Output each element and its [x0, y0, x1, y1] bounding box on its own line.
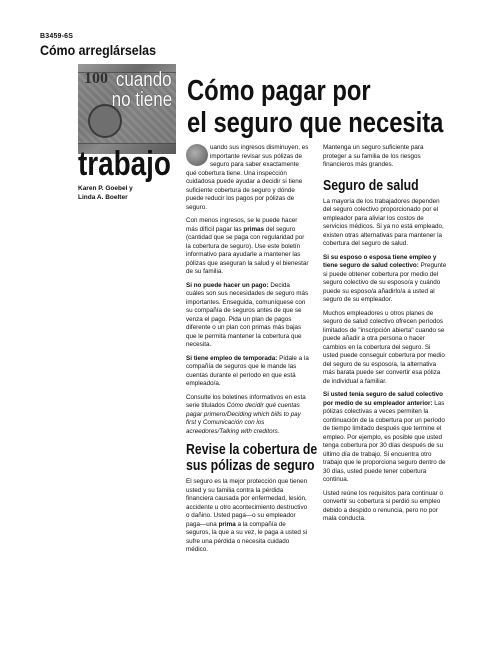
open-enrollment-paragraph: Muchos empleadores u otros planes de seguro de salud colectivo ofrecen períodos limitados de "inscripción abierta" cuando se puede añadir a otra persona o hacer cambios en la cobertura del seguro. Si usted puede conseguir cobertura por medio del seguro de su esposo/a, la alternativa más barata puede ser convertir esa póliza de individual a familiar. — [323, 309, 445, 385]
text-column-2 — [323, 144, 447, 529]
photo-overlay-line-1: cuando — [116, 69, 172, 91]
text-column-1 — [186, 144, 318, 560]
author-line-1: Karen P. Goebel y — [78, 185, 133, 192]
former-employer-paragraph: Si usted tenía seguro de salud colectivo por medio de su empleador anterior: Las pólizas colectivas a veces permiten la continuación de la cobertura por un período de tiempo limitado después que termine el empleo. Por ejemplo, es posible que usted tenga cobertura por 30 días después de su último día de trabajo. Si encuentra otro trabajo que le proporciona seguro dentro de 30 días, usted puede tener cobertura continua. — [323, 391, 446, 483]
intro-paragraph: uando sus ingresos disminuyen, es importante revisar sus pólizas de seguro para saber exactamente qué cobertura tiene. Una inspección cuidadosa puede ayudar a decidir si tiene suficiente cobertura de seguro y dónde puede reducir los pagos por pólizas de seguro. — [186, 144, 309, 211]
series-reference-paragraph: Consulte los boletines informativos en esta serie titulados Cómo decidir qué cuentas pagar primero/Deciding which bills to pay first y Comunicación con los acreedores/Talking with creditors. — [186, 393, 306, 435]
revise-heading: Revise la cobertura de sus pólizas de seguro — [186, 441, 318, 474]
intro-col2-paragraph: Mantenga un seguro suficiente para proteger a su familia de los riesgos financieros más grandes. — [323, 144, 424, 168]
author-line-2: Linda A. Boelter — [78, 194, 128, 201]
seasonal-paragraph: Si tiene empleo de temporada: Pídale a la compañía de seguros que le mande las cuentas durante el período en que está empleado/a. — [186, 354, 309, 387]
document-code: B3459-6S — [40, 33, 74, 40]
no-payment-paragraph: Si no puede hacer un pago: Decida cuáles son sus necesidades de seguro más importantes. Enseguida, comuníquese con su compañía de seguros antes de que se venza el pago. Pida un plan de pagos diferente o un plan con primas más bajas que le permita mantener la cobertura que necesita. — [186, 281, 309, 348]
series-title: Cómo arreglárselas — [40, 43, 156, 58]
bill-number-image: 100 — [84, 70, 108, 87]
dropcap-c-icon — [186, 144, 208, 166]
page-title-line-2: el seguro que necesita — [187, 107, 444, 139]
page-title — [187, 75, 443, 139]
health-insurance-heading: Seguro de salud — [323, 176, 419, 194]
primas-paragraph: Con menos ingresos, se le puede hacer más difícil pagar las primas del seguro (cantidad que se paga con regularidad por la cobertura de seguro). Use este boletín informativo para ayudarle a mantener las pólizas que aseguran la salud y el bienestar de su familia. — [186, 217, 309, 275]
cover-photo-money — [78, 64, 176, 154]
health-group-paragraph: La mayoría de los trabajadores dependen del seguro colectivo proporcionado por el empleador para aliviar los costos de servicios médicos. Si ya no está empleado, existen otras alternativas para mantener la cobertura del seguro de salud. — [323, 197, 444, 247]
photo-overlay-line-2: no tiene — [111, 89, 172, 111]
page-title-line-1: Cómo pagar por — [187, 75, 371, 107]
authors — [78, 184, 133, 202]
insurance-protection-paragraph: El seguro es la mejor protección que tienen usted y su familia contra la pérdida financiera causada por enfermedad, lesión, accidente u otro acontecimiento destructivo o dañino. Usted paga—o su empleador paga—una prima a la compañía de seguros, la que a su vez, le paga a usted si sufre una pérdida o necesita cuidado médico. — [186, 478, 308, 553]
series-word: trabajo — [78, 145, 171, 183]
spouse-paragraph: Si su esposo o esposa tiene empleo y tiene seguro de salud colectivo: Pregunte si puede obtener cobertura por medio del seguro colectivo de su esposo/a y cuándo puede su esposo/a añadirlo/a a usted al seguro de su empleador. — [323, 253, 447, 303]
eligibility-paragraph: Usted reúne los requisitos para continuar o convertir su cobertura si perdió su empleo debido a despido o renuncia, pero no por mala conducta. — [323, 489, 444, 522]
